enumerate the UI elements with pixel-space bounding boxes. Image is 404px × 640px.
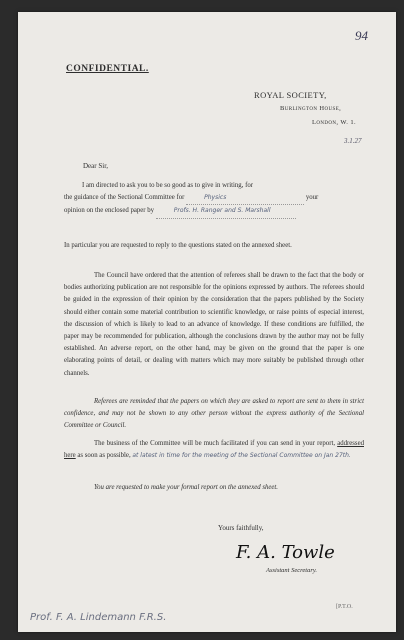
handwritten-committee: Physics	[204, 194, 227, 202]
authors-fill-line	[156, 205, 296, 218]
signature-title: Assistant Secretary.	[266, 567, 318, 574]
address-line-2: Burlington House,	[280, 105, 342, 112]
document-page	[18, 12, 396, 632]
recipient-note: Prof. F. A. Lindemann F.R.S.	[30, 612, 167, 623]
pto-note: [P.T.O.	[336, 604, 353, 610]
handwritten-deadline-2: of the Sectional Committee on Jan 27th.	[230, 452, 351, 460]
paragraph-formal-report: You are requested to make your formal report on the annexed sheet.	[94, 484, 278, 491]
salutation: Dear Sir,	[83, 162, 108, 170]
address-line-1: ROYAL SOCIETY,	[254, 90, 327, 100]
handwritten-authors: Profs. H. Ranger and S. Marshall	[173, 207, 271, 215]
address-line-3: London, W. 1.	[312, 119, 357, 126]
paragraph-request	[64, 180, 364, 219]
closing: Yours faithfully,	[218, 524, 264, 532]
business-text: The business of the Committee will be much facilitated if you can send in your report,	[94, 440, 336, 447]
request-line-3: opinion on the enclosed paper by	[64, 207, 155, 215]
signature: F. A. Towle	[236, 542, 335, 563]
request-line-2-end: your	[305, 194, 319, 202]
confidential-heading: CONFIDENTIAL.	[66, 64, 149, 74]
handwritten-date: 3.1.27	[344, 137, 362, 145]
committee-fill-line	[186, 192, 304, 205]
paragraph-business	[64, 438, 364, 462]
request-line-1: I am directed to ask you to be so good as to give in writing, for	[82, 182, 254, 189]
addressed-here: addressed here	[64, 440, 364, 460]
handwritten-deadline-1: at latest in time for the meeting	[132, 452, 229, 460]
paragraph-confidence: Referees are reminded that the papers on which they are asked to report are sent to them in strict confidence, and may not be shown to any other person without the express authority of the Sectional Committee or Council.	[64, 398, 364, 430]
paragraph-questions: In particular you are requested to reply to the questions stated on the annexed sheet.	[64, 242, 292, 249]
page-number: 94	[355, 28, 368, 43]
business-text-2: as soon as possible,	[77, 452, 131, 460]
paragraph-council: The Council have ordered that the attention of referees shall be drawn to the fact that the body or bodies authorizing publication are not responsible for the opinions expressed by authors. The referees should be guided in the expression of their opinion by the consideration that the papers published by the Society should either contain some material contribution to scientific knowledge, or raise points of especial interest, the discussion of which is likely to lead to an advance of knowledge. If these conditions are fulfilled, the paper may be recommended for publication, although the conclusions drawn by the author may not be fully established. An adverse report, on the other hand, may be given on the ground that the paper is one elaborating points of detail, or dealing with matters which may more suitably be published through other channels.	[64, 272, 364, 377]
request-line-2: the guidance of the Sectional Committee for	[64, 194, 185, 202]
